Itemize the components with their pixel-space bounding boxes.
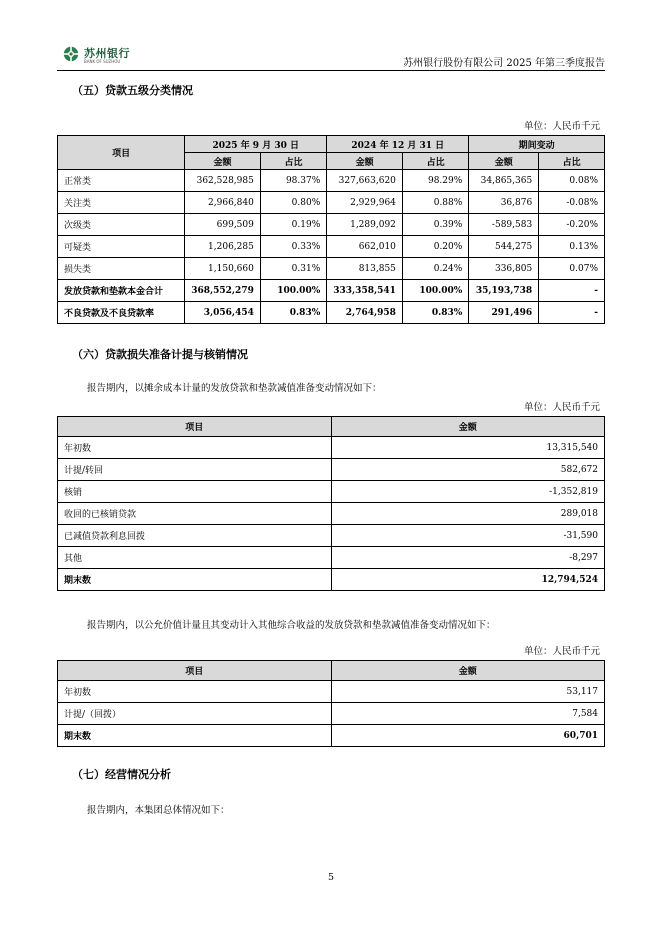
logo-english-name: BANK OF SUZHOU bbox=[84, 59, 121, 64]
table-row-npl bbox=[58, 302, 605, 324]
header-item: 项目 bbox=[58, 417, 332, 437]
cell-ratio: 0.20% bbox=[402, 236, 468, 258]
row-label: 关注类 bbox=[58, 192, 185, 214]
cell-amount: 813,855 bbox=[327, 258, 403, 280]
cell-ratio: 0.80% bbox=[260, 192, 326, 214]
bank-logo-icon bbox=[63, 46, 79, 62]
row-label: 不良贷款及不良贷款率 bbox=[58, 302, 185, 324]
cell-amount: -31,590 bbox=[331, 525, 604, 547]
header-ratio: 占比 bbox=[539, 153, 605, 170]
logo-chinese-name: 苏州银行 bbox=[84, 47, 130, 60]
table-row bbox=[58, 192, 605, 214]
cell-amount: 7,584 bbox=[331, 703, 604, 725]
row-label: 次级类 bbox=[58, 214, 185, 236]
table-row bbox=[58, 170, 605, 192]
row-label: 计提/（回拨） bbox=[58, 703, 332, 725]
table-row bbox=[58, 525, 605, 547]
cell-amount: 1,206,285 bbox=[185, 236, 261, 258]
fvoci-allowance-table bbox=[57, 660, 605, 747]
cell-amount: 36,876 bbox=[469, 192, 539, 214]
table-row bbox=[58, 459, 605, 481]
cell-amount: -589,583 bbox=[469, 214, 539, 236]
cell-amount: 362,528,985 bbox=[185, 170, 261, 192]
cell-amount: 333,358,541 bbox=[327, 280, 403, 302]
cell-ratio: 100.00% bbox=[402, 280, 468, 302]
page-header bbox=[57, 44, 605, 71]
table-row-total bbox=[58, 725, 605, 747]
cell-ratio: 0.88% bbox=[402, 192, 468, 214]
header-ratio: 占比 bbox=[402, 153, 468, 170]
table-row bbox=[58, 503, 605, 525]
section-5-unit: 单位：人民币千元 bbox=[523, 121, 600, 132]
cell-ratio: 0.19% bbox=[260, 214, 326, 236]
row-label: 损失类 bbox=[58, 258, 185, 280]
table-row bbox=[58, 681, 605, 703]
row-label: 已减值贷款利息回拨 bbox=[58, 525, 332, 547]
row-label: 计提/转回 bbox=[58, 459, 332, 481]
cell-amount: 13,315,540 bbox=[331, 437, 604, 459]
table-row bbox=[58, 214, 605, 236]
cell-amount: 336,805 bbox=[469, 258, 539, 280]
row-label: 期末数 bbox=[58, 725, 332, 747]
section-6-paragraph-2: 报告期内，以公允价值计量且其变动计入其他综合收益的发放贷款和垫款减值准备变动情况如下： bbox=[87, 620, 496, 631]
section-5-heading: （五）贷款五级分类情况 bbox=[72, 84, 193, 97]
section-6-heading: （六）贷款损失准备计提与核销情况 bbox=[72, 348, 248, 361]
header-amount: 金额 bbox=[331, 417, 604, 437]
cell-ratio: 0.24% bbox=[402, 258, 468, 280]
section-6-paragraph-1: 报告期内，以摊余成本计量的发放贷款和垫款减值准备变动情况如下： bbox=[87, 383, 382, 394]
cell-ratio: 0.33% bbox=[260, 236, 326, 258]
loan-classification-table bbox=[57, 135, 605, 324]
section-6-unit-2: 单位：人民币千元 bbox=[523, 646, 600, 657]
cell-ratio: -0.08% bbox=[539, 192, 605, 214]
row-label: 核销 bbox=[58, 481, 332, 503]
cell-ratio: 0.39% bbox=[402, 214, 468, 236]
table-row-total bbox=[58, 280, 605, 302]
header-amount: 金额 bbox=[185, 153, 261, 170]
table-row bbox=[58, 703, 605, 725]
cell-amount: 60,701 bbox=[331, 725, 604, 747]
section-7-heading: （七）经营情况分析 bbox=[72, 768, 171, 781]
section-6-unit-1: 单位：人民币千元 bbox=[523, 402, 600, 413]
cell-amount: 34,865,365 bbox=[469, 170, 539, 192]
cell-amount: 291,496 bbox=[469, 302, 539, 324]
cell-amount: 662,010 bbox=[327, 236, 403, 258]
header-item: 项目 bbox=[58, 136, 185, 170]
row-label: 发放贷款和垫款本金合计 bbox=[58, 280, 185, 302]
header-amount: 金额 bbox=[331, 661, 604, 681]
header-ratio: 占比 bbox=[260, 153, 326, 170]
cell-ratio: 98.37% bbox=[260, 170, 326, 192]
cell-amount: 53,117 bbox=[331, 681, 604, 703]
table-row bbox=[58, 547, 605, 569]
header-amount: 金额 bbox=[327, 153, 403, 170]
row-label: 正常类 bbox=[58, 170, 185, 192]
page-number: 5 bbox=[327, 872, 335, 883]
cell-amount: 3,056,454 bbox=[185, 302, 261, 324]
cell-amount: -1,352,819 bbox=[331, 481, 604, 503]
table-row bbox=[58, 437, 605, 459]
cell-ratio: -0.20% bbox=[539, 214, 605, 236]
row-label: 期末数 bbox=[58, 569, 332, 591]
header-period-change: 期间变动 bbox=[469, 136, 605, 153]
header-amount: 金额 bbox=[469, 153, 539, 170]
cell-ratio: 98.29% bbox=[402, 170, 468, 192]
cell-amount: 289,018 bbox=[331, 503, 604, 525]
cell-ratio: 100.00% bbox=[260, 280, 326, 302]
header-period-2025-09-30: 2025 年 9 月 30 日 bbox=[185, 136, 327, 153]
header-period-2024-12-31: 2024 年 12 月 31 日 bbox=[327, 136, 469, 153]
cell-amount: 2,764,958 bbox=[327, 302, 403, 324]
row-label: 收回的已核销贷款 bbox=[58, 503, 332, 525]
cell-amount: 12,794,524 bbox=[331, 569, 604, 591]
cell-amount: 1,150,660 bbox=[185, 258, 261, 280]
row-label: 年初数 bbox=[58, 437, 332, 459]
cell-ratio: 0.07% bbox=[539, 258, 605, 280]
table-row bbox=[58, 258, 605, 280]
cell-ratio: 0.31% bbox=[260, 258, 326, 280]
cell-amount: 327,663,620 bbox=[327, 170, 403, 192]
cell-ratio: 0.83% bbox=[260, 302, 326, 324]
cell-ratio: 0.13% bbox=[539, 236, 605, 258]
cell-ratio: 0.08% bbox=[539, 170, 605, 192]
cell-ratio: 0.83% bbox=[402, 302, 468, 324]
section-7-paragraph: 报告期内，本集团总体情况如下： bbox=[87, 805, 230, 816]
table-row bbox=[58, 481, 605, 503]
cell-amount: 1,289,092 bbox=[327, 214, 403, 236]
report-title: 苏州银行股份有限公司 2025 年第三季度报告 bbox=[403, 58, 605, 69]
table-row bbox=[58, 236, 605, 258]
cell-amount: 2,966,840 bbox=[185, 192, 261, 214]
cell-amount: -8,297 bbox=[331, 547, 604, 569]
cell-amount: 2,929,964 bbox=[327, 192, 403, 214]
row-label: 年初数 bbox=[58, 681, 332, 703]
cell-amount: 582,672 bbox=[331, 459, 604, 481]
cell-amount: 368,552,279 bbox=[185, 280, 261, 302]
cell-ratio: - bbox=[539, 280, 605, 302]
cell-ratio: - bbox=[539, 302, 605, 324]
cell-amount: 544,275 bbox=[469, 236, 539, 258]
cell-amount: 35,193,738 bbox=[469, 280, 539, 302]
header-item: 项目 bbox=[58, 661, 332, 681]
bank-logo bbox=[63, 45, 183, 67]
amortized-cost-allowance-table bbox=[57, 416, 605, 591]
row-label: 其他 bbox=[58, 547, 332, 569]
row-label: 可疑类 bbox=[58, 236, 185, 258]
table-row-total bbox=[58, 569, 605, 591]
cell-amount: 699,509 bbox=[185, 214, 261, 236]
